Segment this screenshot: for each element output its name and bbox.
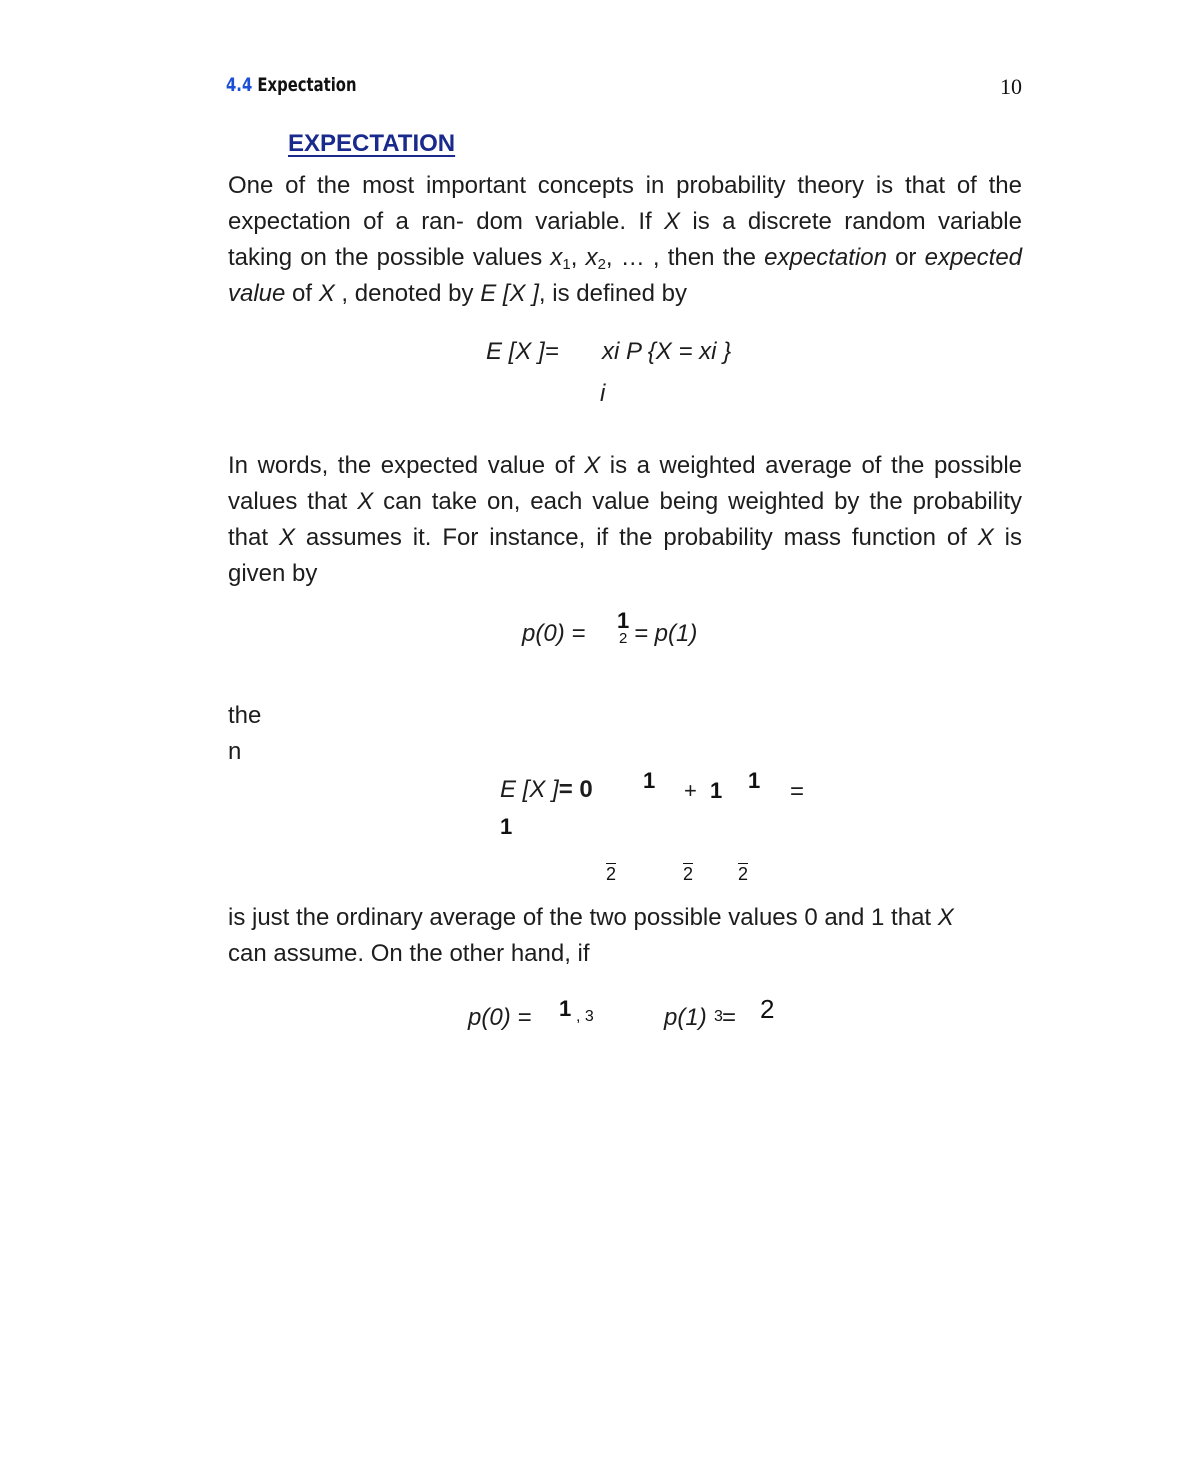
- eq2-rest-text: = p(1): [634, 620, 698, 647]
- comma: ,: [570, 244, 586, 271]
- eq4-comma-den: , 3: [576, 1008, 594, 1025]
- eq2-numerator: 1: [617, 608, 630, 633]
- para1-defined: , is defined by: [538, 280, 687, 307]
- term-expectation: expectation: [764, 244, 887, 271]
- eq4-p0: [468, 1004, 531, 1032]
- eq4-equals: =: [722, 1004, 737, 1031]
- subscript-2: 2: [597, 256, 606, 273]
- word-n: n: [228, 738, 242, 765]
- running-header: [226, 74, 357, 96]
- eq3-den-a: 2: [606, 864, 617, 884]
- eq4-two: 2: [760, 994, 775, 1024]
- para3-text-b: can assume. On the other hand, if: [228, 940, 590, 967]
- var-x: X: [584, 452, 601, 479]
- bracket-x: [X ]: [496, 280, 539, 307]
- eq4-p0-text: p(0) =: [468, 1004, 532, 1031]
- eq1-lhs: E [X ]=: [486, 338, 559, 365]
- var-x: X: [937, 904, 954, 931]
- eq1-rhs: [602, 338, 731, 366]
- eq2-p0: p(0) =: [522, 620, 586, 647]
- subscript-1: 1: [562, 256, 571, 273]
- eq3-equals: =: [790, 778, 805, 805]
- eq3-lhs-text: E [X ]: [500, 776, 559, 803]
- var-e: E: [480, 280, 497, 307]
- word-or: or: [886, 244, 925, 271]
- paragraph-ordinary-average: [228, 900, 1022, 972]
- paragraph-definition: [228, 168, 1022, 312]
- eq3-den-b: 2: [683, 864, 694, 884]
- para2-text-e: is given by: [228, 524, 1023, 587]
- para2-text-d: assumes it. For instance, if the probability mass function of: [294, 524, 978, 551]
- eq4-den-3: 3: [714, 1008, 723, 1025]
- para2-text-b: is a weighted average of the possible values that: [228, 452, 1022, 515]
- word-the: the: [228, 702, 262, 729]
- para1-text-a: One of the most important concepts in probability theory is that of the expectation of a ran- dom variable. If: [228, 172, 1022, 235]
- eq3-num-c: 1: [748, 768, 761, 793]
- page-number: 10: [1000, 74, 1022, 99]
- eq3-result: 1: [500, 814, 513, 839]
- eq1-sum-index: [600, 380, 605, 408]
- term-expected-value: expected value: [228, 244, 1023, 307]
- para1-denoted: , denoted by: [334, 280, 481, 307]
- eq1-rhs-text: xi P {X = xi }: [602, 338, 732, 365]
- eq3-den-c: 2: [738, 864, 749, 884]
- equation-expectation-definition: [486, 338, 559, 366]
- eq1-index: i: [600, 380, 606, 407]
- var-x: X: [664, 208, 681, 235]
- paragraph-weighted-average: [228, 448, 1022, 592]
- eq3-eq: = 0: [558, 776, 593, 803]
- para1-text-b: is a discrete random variable taking on the possible values: [228, 208, 1022, 271]
- para2-text-c: can take on, each value being weighted by the probability that: [228, 488, 1022, 551]
- eq3-num-a: 1: [643, 768, 656, 793]
- page-heading: EXPECTATION: [288, 130, 456, 157]
- eq4-p1: [664, 1004, 707, 1032]
- var-x: X: [357, 488, 374, 515]
- para2-text-a: In words, the expected value of: [228, 452, 585, 479]
- var-x: X: [278, 524, 295, 551]
- eq4-num: 1: [559, 996, 572, 1021]
- eq3-plus: +: [684, 778, 697, 803]
- eq4-p1-text: p(1): [664, 1004, 707, 1031]
- eq2-rest: [634, 620, 697, 648]
- eq2-denominator: 2: [619, 630, 628, 647]
- equation-pmf-uniform: [522, 620, 585, 648]
- section-title: Expectation: [257, 74, 357, 96]
- section-number: 4.4: [226, 74, 253, 96]
- para3-text-a: is just the ordinary average of the two possible values 0 and 1 that: [228, 904, 938, 931]
- var-x-lower: x: [550, 244, 563, 271]
- var-x: X: [977, 524, 994, 551]
- eq3-one-b: 1: [710, 778, 723, 803]
- para1-text-c: , … , then the: [605, 244, 765, 271]
- var-x: X: [318, 280, 335, 307]
- eq3-lhs: [500, 776, 593, 804]
- word-of: of: [285, 280, 319, 307]
- var-x-lower: x: [585, 244, 598, 271]
